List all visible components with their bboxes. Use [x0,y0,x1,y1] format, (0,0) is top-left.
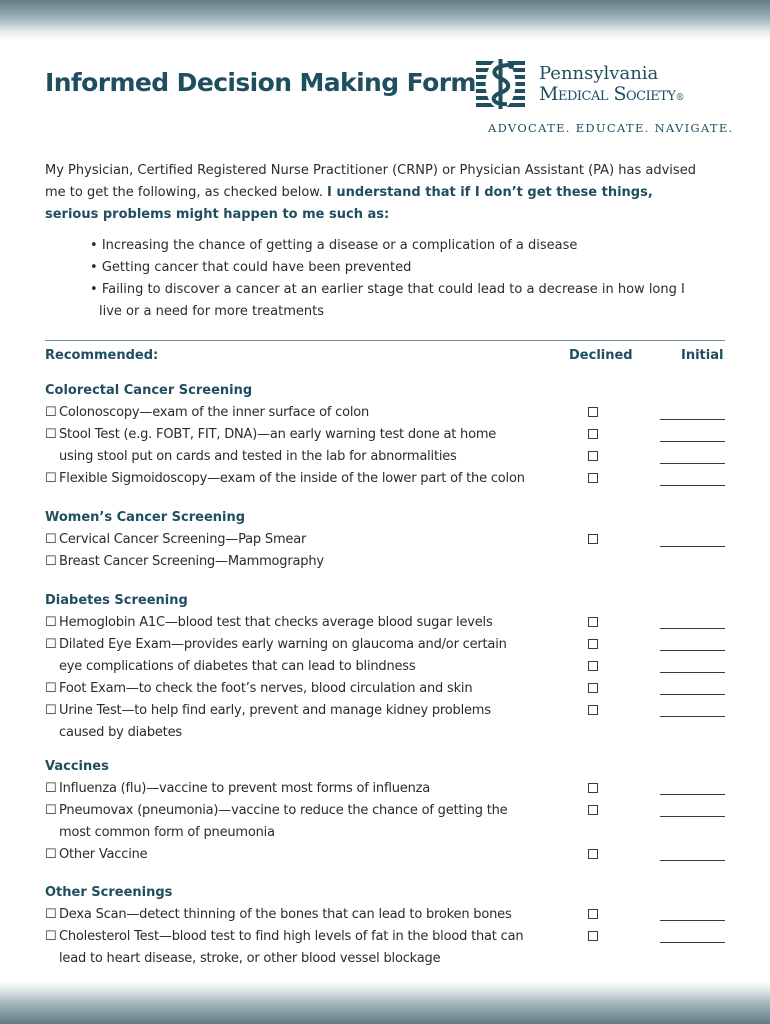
item-breast-screening[interactable]: ☐ Breast Cancer Screening—Mammography [45,551,555,573]
section-title-vaccines: Vaccines [45,759,109,774]
initial-field[interactable] [660,694,725,695]
item-other-vaccine[interactable]: ☐ Other Vaccine [45,844,555,866]
caduceus-logo-icon [473,57,528,111]
checkbox-icon[interactable]: ☐ [45,847,57,862]
checkbox-icon[interactable]: ☐ [45,405,57,420]
section-title-colorectal: Colorectal Cancer Screening [45,383,253,398]
checkbox-icon[interactable]: ☐ [45,532,57,547]
declined-checkbox[interactable] [588,705,598,715]
initial-field[interactable] [660,860,725,861]
declined-checkbox[interactable] [588,783,598,793]
top-gradient-band [0,0,770,40]
checkbox-icon[interactable]: ☐ [45,681,57,696]
logo-text-pennsylvania: Pennsylvania [539,63,659,84]
declined-checkbox[interactable] [588,451,598,461]
item-foot-exam[interactable]: ☐ Foot Exam—to check the foot’s nerves, blood circulation and skin [45,678,555,700]
registered-mark: ® [675,93,685,103]
item-influenza-vaccine[interactable]: ☐ Influenza (flu)—vaccine to prevent most forms of influenza [45,778,555,800]
section-divider [45,340,725,341]
initial-field[interactable] [660,716,725,717]
initial-field[interactable] [660,650,725,651]
initial-field[interactable] [660,463,725,464]
item-pneumovax-vaccine[interactable]: ☐ Pneumovax (pneumonia)—vaccine to reduce the chance of getting the most common form of pneumonia [45,800,555,844]
checkbox-icon[interactable]: ☐ [45,781,57,796]
declined-checkbox[interactable] [588,407,598,417]
logo-text-medical-society: Medical Society® [539,83,685,105]
initial-field[interactable] [660,920,725,921]
item-stool-test[interactable]: ☐ Stool Test (e.g. FOBT, FIT, DNA)—an early warning test done at home using stool put on cards and tested in the lab for abnormalities [45,424,555,468]
checkbox-icon[interactable]: ☐ [45,554,57,569]
initial-field[interactable] [660,672,725,673]
item-hemoglobin-a1c[interactable]: ☐ Hemoglobin A1C—blood test that checks average blood sugar levels [45,612,555,634]
checkbox-icon[interactable]: ☐ [45,929,57,944]
declined-checkbox[interactable] [588,931,598,941]
intro-paragraph [45,160,705,226]
initial-field[interactable] [660,441,725,442]
declined-checkbox[interactable] [588,639,598,649]
checkbox-icon[interactable]: ☐ [45,427,57,442]
checkbox-icon[interactable]: ☐ [45,471,57,486]
page-title: Informed Decision Making Form [45,68,476,97]
initial-field[interactable] [660,628,725,629]
initial-field[interactable] [660,942,725,943]
declined-checkbox[interactable] [588,849,598,859]
declined-checkbox[interactable] [588,429,598,439]
declined-checkbox[interactable] [588,534,598,544]
initial-field[interactable] [660,485,725,486]
list-item: • Getting cancer that could have been prevented [90,257,690,279]
initial-field[interactable] [660,419,725,420]
declined-checkbox[interactable] [588,473,598,483]
recommended-column-header: Recommended: [45,348,159,363]
item-cholesterol-test[interactable]: ☐ Cholesterol Test—blood test to find high levels of fat in the blood that can lead to heart disease, stroke, or other blood vessel blockage [45,926,555,970]
checkbox-icon[interactable]: ☐ [45,703,57,718]
declined-checkbox[interactable] [588,805,598,815]
declined-column-header: Declined [569,348,633,363]
intro-bold-text: I understand that if I don’t get these things, serious problems might happen to me such as: [45,185,653,222]
item-dexa-scan[interactable]: ☐ Dexa Scan—detect thinning of the bones that can lead to broken bones [45,904,555,926]
item-dilated-eye-exam[interactable]: ☐ Dilated Eye Exam—provides early warning on glaucoma and/or certain eye complications of diabetes that can lead to blindness [45,634,555,678]
checkbox-icon[interactable]: ☐ [45,907,57,922]
checkbox-icon[interactable]: ☐ [45,637,57,652]
item-flexible-sigmoidoscopy[interactable]: ☐ Flexible Sigmoidoscopy—exam of the inside of the lower part of the colon [45,468,555,490]
checkbox-icon[interactable]: ☐ [45,803,57,818]
item-cervical-screening[interactable]: ☐ Cervical Cancer Screening—Pap Smear [45,529,555,551]
initial-column-header: Initial [681,348,724,363]
declined-checkbox[interactable] [588,661,598,671]
checkbox-icon[interactable]: ☐ [45,615,57,630]
list-item: • Failing to discover a cancer at an earlier stage that could lead to a decrease in how long I live or a need for more treatments [90,279,690,323]
intro-text: My Physician, Certified Registered Nurse Practitioner (CRNP) or Physician Assistant (PA) has advised me to get the following, as checked below. [45,163,696,200]
section-title-womens: Women’s Cancer Screening [45,510,246,525]
item-urine-test[interactable]: ☐ Urine Test—to help find early, prevent and manage kidney problems caused by diabetes [45,700,555,744]
item-colonoscopy[interactable]: ☐ Colonoscopy—exam of the inner surface of colon [45,402,555,424]
risk-bullet-list [90,235,690,323]
declined-checkbox[interactable] [588,683,598,693]
initial-field[interactable] [660,546,725,547]
logo-tagline: ADVOCATE. EDUCATE. NAVIGATE. [488,121,734,135]
list-item: • Increasing the chance of getting a disease or a complication of a disease [90,235,690,257]
section-title-diabetes: Diabetes Screening [45,593,188,608]
initial-field[interactable] [660,816,725,817]
initial-field[interactable] [660,794,725,795]
declined-checkbox[interactable] [588,909,598,919]
declined-checkbox[interactable] [588,617,598,627]
section-title-other: Other Screenings [45,885,173,900]
bottom-gradient-band [0,980,770,1024]
